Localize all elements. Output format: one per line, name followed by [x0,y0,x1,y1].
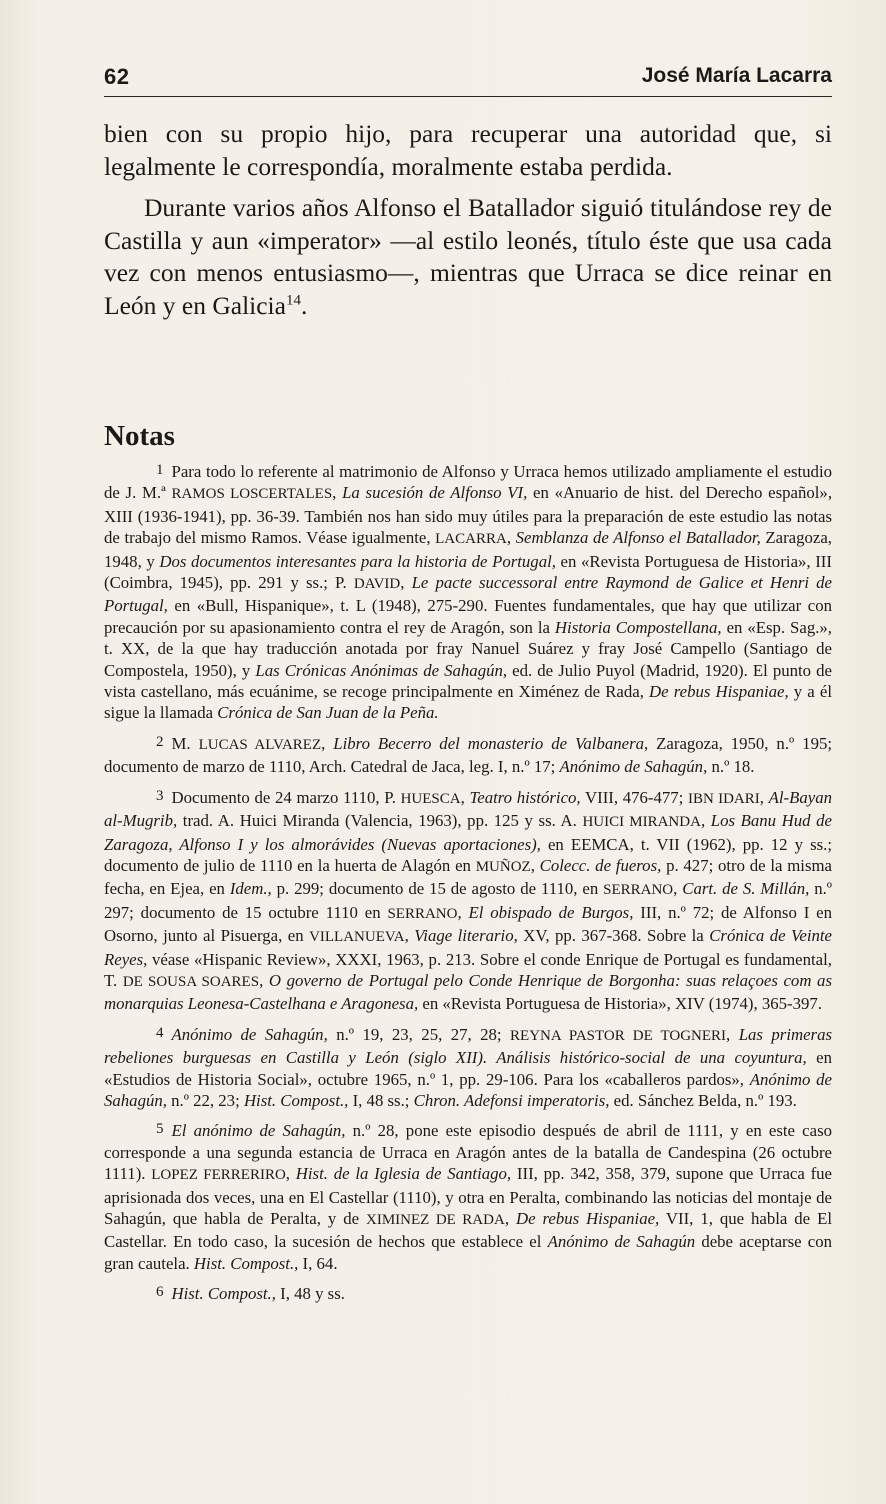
notes-section [104,460,832,1313]
citation-title: Anónimo de Sahagún, [559,757,708,777]
footnote-1 [104,460,832,724]
author-name: REYNA PASTOR DE TOGNERI [510,1027,727,1044]
footnote-number: 5 [156,1121,164,1138]
citation-title: El obispado de Burgos, [468,902,634,922]
note-text: , [259,970,269,990]
citation-title: Libro Becerro del monasterio de Valbanera, [333,733,649,753]
citation-title: Chron. Adefonsi imperatoris, [413,1090,610,1110]
note-text: , [504,1209,516,1228]
note-text: n.º 19, 23, 25, 27, 28; [327,1024,511,1044]
note-text: , [460,787,470,807]
citation-title: Dos documentos interesantes para la historia de Portugal, [159,551,556,571]
note-text: p. 427; otro de la misma fecha, en Ejea, en [104,855,832,899]
note-text: n.º 297; documento de 15 octubre 1110 en [104,879,832,922]
note-text: n.º 22, 23; [166,1090,244,1110]
note-text: en «Anuario de hist. del Derecho español», XIII (1936-1941), pp. 36-39. También nos han sido muy útiles para la preparación de este estudio las notas de trabajo del mismo Ramos. Véase igualmente, [104,483,833,548]
note-text: , [506,528,516,548]
page-number: 62 [104,64,130,89]
note-text: , [759,787,769,807]
note-text: VIII, 476-477; [580,787,689,807]
citation-title: Al-Bayan al-Mugrib, [104,787,832,831]
author-name: IBN IDARI [688,790,760,807]
footnote-5 [104,1119,832,1274]
author-name: SERRANO [603,882,674,899]
footnote-number: 3 [156,787,164,804]
note-text: ed. de Julio Puyol (Madrid, 1920). El punto de vista castellano, más ecuánime, se recoge principalmente en Ximénez de Rada, [104,660,832,702]
citation-title: Viage literario, [414,926,518,946]
author-name: VILLANUEVA [309,929,405,946]
author-name: DE SOUSA SOARES [122,973,260,990]
main-text [104,118,832,322]
note-text: , [726,1024,739,1044]
citation-title: El anónimo de Sahagún, [171,1121,346,1141]
note-text: , [673,879,683,899]
note-text: Para todo lo referente al matrimonio de Alfonso y Urraca hemos utilizado ampliamente el estudio de J. M.ª [104,462,832,503]
footnote-number: 2 [156,733,164,750]
note-text: XV, pp. 367-368. Sobre la [517,926,710,946]
footnote-number: 6 [156,1284,164,1301]
citation-title: Hist. Compost., [243,1090,349,1110]
paragraph-alfonso-text: Durante varios años Alfonso el Batallador siguió titulándose rey de Castilla y aun «imperator» —al estilo leonés, título éste que usa cada vez con menos entusiasmo—, mientras que Urraca se dice reinar en León y en Galicia [104,193,832,320]
citation-title: O governo de Portugal pelo Conde Henrique de Borgonha: suas relaçoes com as monarquias Leonesa-Castelhana e Aragonesa, [104,970,832,1014]
note-reference-14[interactable]: 14 [285,292,301,308]
citation-title: De rebus Hispaniae, [649,682,789,702]
footnote-3 [104,786,832,1015]
note-text: en EEMCA, t. VII (1962), pp. 12 y ss.; documento de julio de 1110 en la huerta de Alagón en [104,834,832,875]
note-text: VII, 1, que habla de El Castellar. En todo caso, la sucesión de hechos que establece el [104,1209,832,1252]
citation-title: Hist. de la Iglesia de Santiago, [295,1164,512,1184]
note-text: n.º 18. [707,757,755,777]
footnote-number: 1 [156,462,164,478]
note-text: , [332,483,343,503]
paragraph-alfonso [104,192,832,322]
page-header [104,62,832,97]
footnote-6 [104,1282,832,1304]
note-text: , [457,902,469,922]
author-name: SERRANO [387,905,458,922]
author-name: LUCAS ALVAREZ [198,736,322,753]
note-text: Documento de 24 marzo 1110, P. [171,787,401,807]
author-name: MUÑOZ [475,858,531,875]
note-text: Zaragoza, 1948, y [104,528,832,571]
citation-title: Crónica de San Juan de la Peña. [217,703,439,723]
citation-title: Colecc. de fueros, [539,855,662,875]
citation-title: Hist. Compost., [193,1253,299,1273]
citation-title: Crónica de Veinte Reyes, [104,926,832,969]
citation-title: Cart. de S. Millán, [682,879,810,899]
citation-title: Le pacte successoral entre Raymond de Galice et Henri de Portugal, [104,573,833,616]
note-text: , [321,733,334,753]
author-name: DAVID [353,576,401,593]
note-text: p. 299; documento de 15 de agosto de 1110, en [271,879,604,899]
note-text: , [404,926,415,946]
note-text: en «Estudios de Historia Social», octubre 1965, n.º 1, pp. 29-106. Para los «caballeros pardos», [104,1048,832,1089]
citation-title: Las primeras rebeliones burguesas en Castilla y León (siglo XII). Análisis histórico-social de una coyuntura, [104,1024,833,1068]
citation-title: Teatro histórico, [469,787,581,807]
paragraph-alfonso-end: . [300,290,308,320]
author-name: XIMINEZ DE RADA [366,1212,505,1228]
notes-heading: Notas [104,420,175,452]
note-text: , [700,811,711,831]
note-text: trad. A. Huici Miranda (Valencia, 1963), pp. 125 y ss. A. [177,811,583,831]
paragraph-continuation: bien con su propio hijo, para recuperar una autoridad que, si legalmente le correspondía, moralmente estaba perdida. [104,119,832,181]
citation-title: Semblanza de Alfonso el Batallador, [515,528,761,548]
citation-title: Los Banu Hud de Zaragoza, Alfonso I y los almorávides (Nuevas aportaciones), [104,811,833,854]
citation-title: Anónimo de Sahagún [547,1232,696,1252]
running-head-author: José María Lacarra [641,64,832,87]
note-text: en «Revista Portuguesa de Historia», XIV (1974), 365-397. [418,994,822,1014]
note-text: III, pp. 342, 358, 379, supone que Urraca fue aprisionada dos veces, una en El Castellar (1110), y otra en Peralta, combinando las noticias del montaje de Sahagún, que habla de Peralta, y de [104,1164,832,1228]
note-text: , [400,573,412,593]
citation-title: La sucesión de Alfonso VI, [342,483,528,503]
note-text: , [530,855,540,875]
note-text: ed. Sánchez Belda, n.º 193. [609,1090,797,1110]
footnote-number: 4 [156,1024,164,1041]
note-text: Zaragoza, 1950, n.º 195; documento de marzo de 1110, Arch. Catedral de Jaca, leg. I, n.º 17; [104,733,833,777]
author-name: HUESCA [400,790,461,807]
citation-title: Anónimo de Sahagún, [171,1024,328,1044]
citation-title: Anónimo de Sahagún, [104,1069,832,1110]
footnote-4 [104,1023,832,1112]
citation-title: Hist. Compost., [171,1284,276,1304]
author-name: RAMOS LOSCERTALES [171,486,333,503]
author-name: LOPEZ FERRERIRO [151,1167,286,1184]
citation-title: Las Crónicas Anónimas de Sahagún, [255,660,508,680]
note-text: n.º 28, pone este episodio después de abril de 1111, y en este caso corresponde a una segunda estancia de Urraca en Aragón antes de la batalla de Candespina (26 octubre 1111). [104,1121,832,1184]
citation-title: Idem., [229,879,272,899]
note-text: en «Revista Portuguesa de Historia», III (Coimbra, 1945), pp. 291 y ss.; P. [104,551,832,593]
citation-title: Historia Compostellana, [554,617,722,637]
note-text: M. [171,733,199,753]
note-text: en «Esp. Sag.», t. XX, de la que hay traducción anotada por fray Nanuel Suárez y fray José Campello (Santiago de Compostela, 1950), y [104,617,833,680]
note-text: I, 64. [298,1253,338,1273]
note-text: I, 48 ss.; [348,1090,414,1110]
note-text: y a él sigue la llamada [104,682,832,723]
note-text: véase «Hispanic Review», XXXI, 1963, p. 213. Sobre el conde Enrique de Portugal es fundamental, T. [104,949,832,990]
note-text: I, 48 y ss. [275,1284,345,1304]
note-text: en «Bull, Hispanique», t. L (1948), 275-290. Fuentes fundamentales, que hay que utilizar con precaución por su apasionamiento contra el rey de Aragón, son la [104,596,832,637]
note-text: , [285,1164,296,1184]
author-name: LACARRA [435,531,507,548]
footnote-2 [104,732,832,778]
note-text: debe aceptarse con gran cautela. [104,1232,833,1273]
author-name: HUICI MIRANDA [582,814,701,831]
citation-title: De rebus Hispaniae, [515,1209,660,1228]
note-text: III, n.º 72; de Alfonso I en Osorno, junto al Pisuerga, en [104,902,832,946]
